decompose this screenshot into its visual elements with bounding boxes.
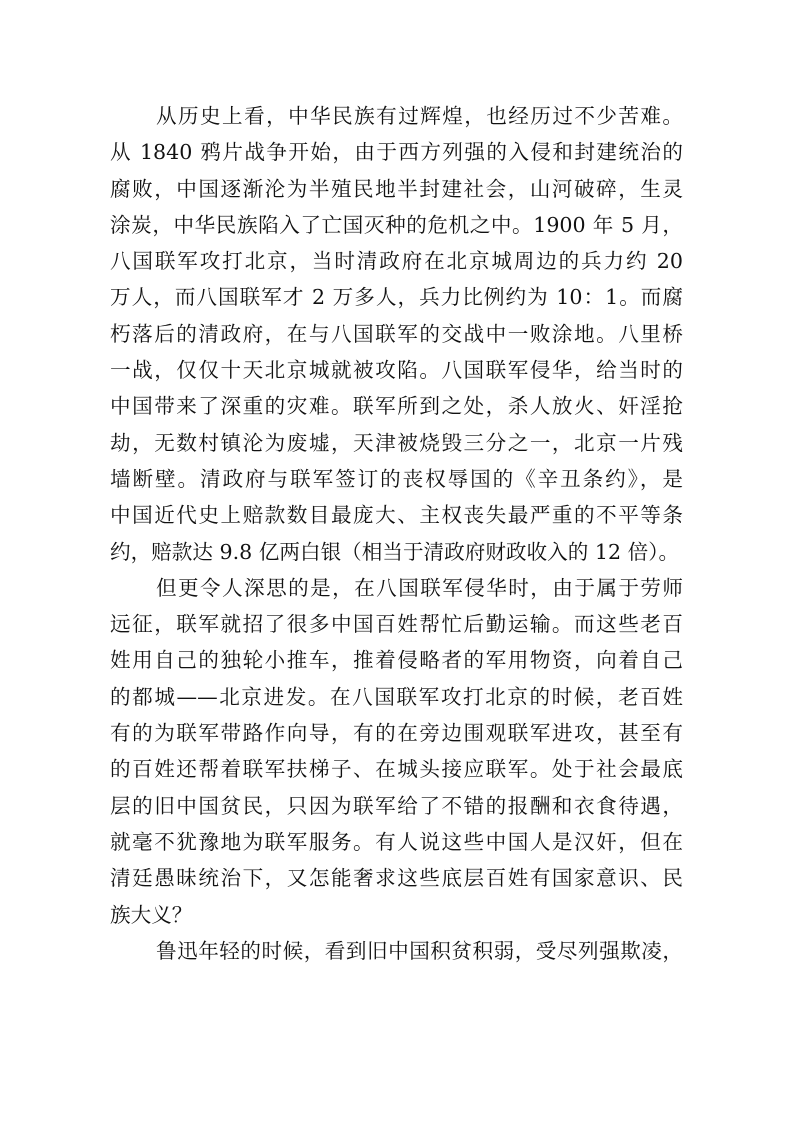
text-line: 清廷愚昧统治下，又怎能奢求这些底层百姓有国家意识、民 xyxy=(110,866,683,891)
text-line: 的都城——北京进发。在八国联军攻打北京的时候，老百姓 xyxy=(110,684,683,709)
text-line: 八国联军攻打北京，当时清政府在北京城周边的兵力约 20 xyxy=(110,249,683,274)
text-line: 族大义？ xyxy=(110,902,193,927)
text-line: 鲁迅年轻的时候，看到旧中国积贫积弱，受尽列强欺凌， xyxy=(156,938,683,963)
text-line: 朽落后的清政府，在与八国联军的交战中一败涂地。八里桥 xyxy=(110,321,683,346)
text-line: 但更令人深思的是，在八国联军侵华时，由于属于劳师 xyxy=(156,575,683,600)
paragraph xyxy=(110,98,683,570)
text-line: 墙断壁。清政府与联军签订的丧权辱国的《辛丑条约》，是 xyxy=(110,466,683,491)
text-line: 层的旧中国贫民，只因为联军给了不错的报酬和衣食待遇， xyxy=(110,793,683,818)
text-line: 劫，无数村镇沦为废墟，天津被烧毁三分之一，北京一片残 xyxy=(110,430,683,455)
text-line: 有的为联军带路作向导，有的在旁边围观联军进攻，甚至有 xyxy=(110,721,683,746)
text-line: 远征，联军就招了很多中国百姓帮忙后勤运输。而这些老百 xyxy=(110,612,683,637)
text-line: 就毫不犹豫地为联军服务。有人说这些中国人是汉奸，但在 xyxy=(110,829,683,854)
paragraph xyxy=(110,570,683,933)
text-line: 从历史上看，中华民族有过辉煌，也经历过不少苦难。 xyxy=(156,104,683,128)
text-line: 一战，仅仅十天北京城就被攻陷。八国联军侵华，给当时的 xyxy=(110,358,683,383)
text-line: 中国近代史上赔款数目最庞大、主权丧失最严重的不平等条 xyxy=(110,503,683,528)
document-body xyxy=(110,98,683,969)
text-line: 约，赔款达 9.8 亿两白银（相当于清政府财政收入的 12 倍）。 xyxy=(110,539,680,564)
text-line: 涂炭，中华民族陷入了亡国灭种的危机之中。1900 年 5 月， xyxy=(110,212,683,237)
text-line: 姓用自己的独轮小推车，推着侵略者的军用物资，向着自己 xyxy=(110,648,683,673)
paragraph xyxy=(110,933,683,969)
text-line: 从 1840 鸦片战争开始，由于西方列强的入侵和封建统治的 xyxy=(110,140,683,165)
text-line: 万人，而八国联军才 2 万多人，兵力比例约为 10：1。而腐 xyxy=(110,285,683,310)
text-line: 腐败，中国逐渐沦为半殖民地半封建社会，山河破碎，生灵 xyxy=(110,176,683,201)
text-line: 中国带来了深重的灾难。联军所到之处，杀人放火、奸淫抢 xyxy=(110,394,683,419)
text-line: 的百姓还帮着联军扶梯子、在城头接应联军。处于社会最底 xyxy=(110,757,683,782)
